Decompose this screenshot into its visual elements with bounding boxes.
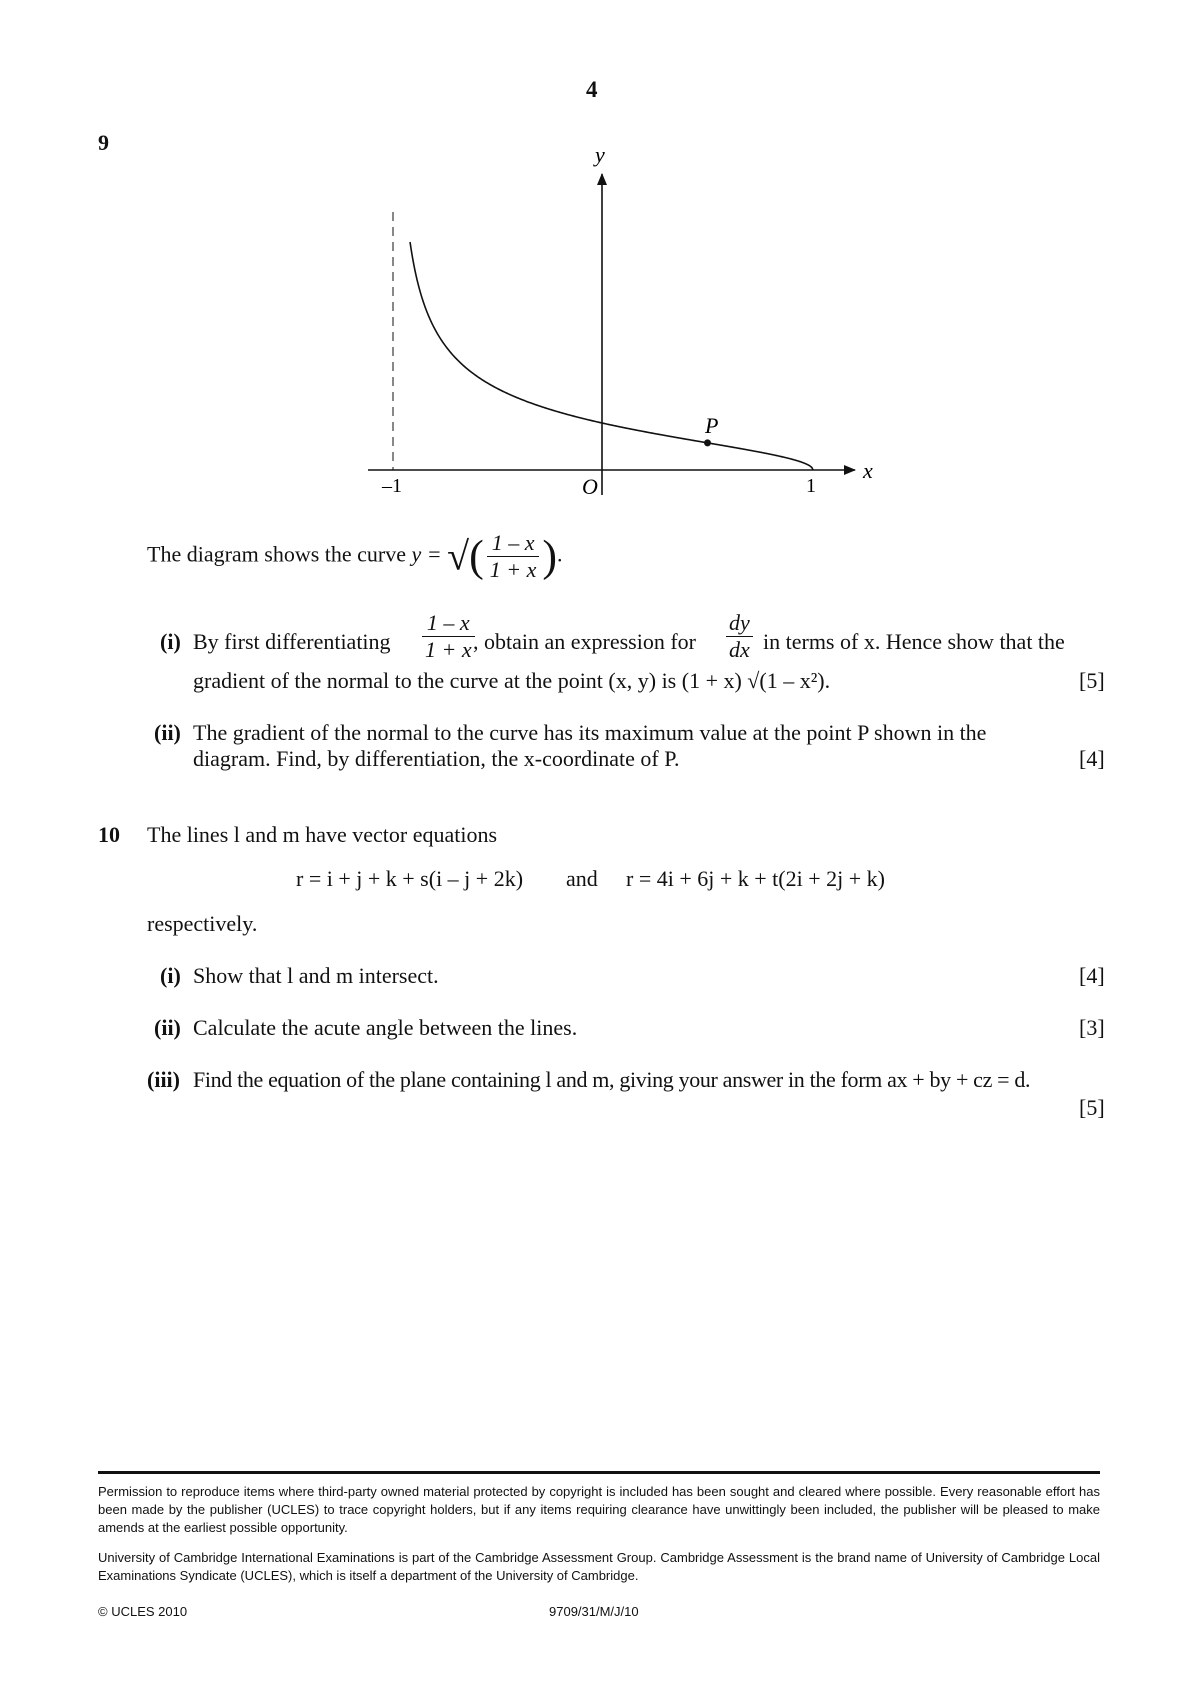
fraction-numerator: 1 – x <box>487 530 540 557</box>
y-axis-label: y <box>595 142 605 167</box>
q10-part-iii-marks: [5] <box>1079 1095 1105 1120</box>
q9-eq-lhs: y = <box>411 541 442 567</box>
tick-label-one: 1 <box>806 475 816 497</box>
part-i-text1: By first differentiating <box>193 629 391 654</box>
q10-and: and <box>566 866 598 891</box>
q10-intro: The lines l and m have vector equations <box>147 822 498 847</box>
q10-respectively: respectively. <box>147 911 258 936</box>
q9-curve-fraction <box>487 530 540 583</box>
q9-part-ii-line1: The gradient of the normal to the curve has its maximum value at the point P shown in the <box>193 720 987 745</box>
sqrt-symbol: √ <box>447 533 470 579</box>
q10-part-iii-label: (iii) <box>147 1067 180 1092</box>
dx-denominator: dx <box>729 637 750 662</box>
dy-dx-fraction <box>726 610 753 663</box>
q9-intro <box>147 530 563 583</box>
q10-equation-1: r = i + j + k + s(i – j + 2k) <box>296 866 524 891</box>
footer-copyright: © UCLES 2010 <box>98 1604 188 1619</box>
dy-numerator: dy <box>726 610 753 637</box>
part-i-fraction <box>422 610 475 663</box>
q10-part-ii-marks: [3] <box>1079 1015 1105 1040</box>
footer-permission: Permission to reproduce items where third-party owned material protected by copyright is included has been sought and cleared where possible. Every reasonable effort has been made by the publisher (UCLES) to trace copyright holders, but if any items requiring clearance have unwittingly been included, the publisher will be pleased to make amends at the earliest possible opportunity. <box>98 1484 1100 1535</box>
origin-label: O <box>582 474 598 499</box>
q9-part-ii-marks: [4] <box>1079 746 1105 771</box>
part-i-frac-num: 1 – x <box>422 610 475 637</box>
q10-part-ii-label: (ii) <box>154 1015 181 1040</box>
q9-part-ii-label: (ii) <box>154 720 181 745</box>
footer-ucles-info: University of Cambridge International Examinations is part of the Cambridge Assessment Group. Cambridge Assessment is the brand name of University of Cambridge Local Examinations Syndicate (UCLES), which is itself a department of the University of Cambridge. <box>98 1550 1100 1583</box>
question-number-9: 9 <box>98 130 109 155</box>
right-paren: ) <box>542 531 558 581</box>
point-p <box>704 439 711 446</box>
q9-part-i-marks: [5] <box>1079 668 1105 693</box>
part-i-frac-den: 1 + x <box>425 637 472 662</box>
curve-path <box>410 242 813 470</box>
q9-part-ii-line2: diagram. Find, by differentiation, the x-coordinate of P. <box>193 746 680 771</box>
question-number-10: 10 <box>98 822 120 847</box>
q10-part-i-marks: [4] <box>1079 963 1105 988</box>
curve-diagram <box>360 140 880 500</box>
part-i-text2: , obtain an expression for <box>473 629 696 654</box>
intro-period: . <box>557 541 563 567</box>
fraction-denominator: 1 + x <box>489 557 537 582</box>
page-number: 4 <box>586 77 598 102</box>
q9-part-i-line2: gradient of the normal to the curve at the point (x, y) is (1 + x) √(1 – x²). <box>193 668 831 693</box>
q9-intro-text: The diagram shows the curve <box>147 541 407 567</box>
tick-label-neg-one: –1 <box>382 475 402 497</box>
x-axis-label: x <box>863 458 873 483</box>
q10-equation-2: r = 4i + 6j + k + t(2i + 2j + k) <box>626 866 885 891</box>
point-p-label: P <box>705 413 719 438</box>
part-i-text3: in terms of x. Hence show that the <box>763 629 1065 654</box>
q10-part-i-text: Show that l and m intersect. <box>193 963 439 988</box>
footer-paper-code: 9709/31/M/J/10 <box>549 1604 639 1619</box>
q10-part-i-label: (i) <box>160 963 181 988</box>
footer-rule <box>98 1471 1100 1474</box>
q10-part-iii-text: Find the equation of the plane containing l and m, giving your answer in the form ax + by + cz = d. <box>193 1067 1031 1092</box>
left-paren: ( <box>469 531 484 581</box>
q10-part-ii-text: Calculate the acute angle between the lines. <box>193 1015 578 1040</box>
q9-part-i-label: (i) <box>160 629 181 654</box>
